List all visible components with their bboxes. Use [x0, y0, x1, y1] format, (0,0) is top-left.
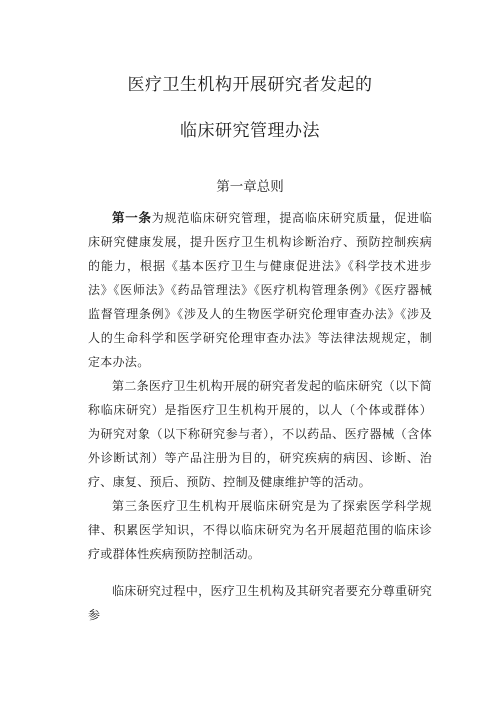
- continuation-paragraph: [88, 579, 432, 627]
- document-body: [88, 206, 432, 627]
- article-2-paragraph: [88, 374, 432, 494]
- paragraph-text: 为规范临床研究管理，提高临床研究质量，促进临床研究健康发展，提升医疗卫生机构诊断治疗、预防控制疾病的能力，根据《基本医疗卫生与健康促进法》《科学技术进步法》《医师法》《药品管理法》《医疗机构管理条例》《医疗器械监督管理条例》《涉及人的生物医学研究伦理审查办法》《涉及人的生命科学和医学研究伦理审查办法》等法律法规规定，制定本办法。: [88, 211, 432, 369]
- paragraph-text: 第三条医疗卫生机构开展临床研究是为了探索医学科学规律、积累医学知识，不得以临床研究为名开展超范围的临床诊疗或群体性疾病预防控制活动。: [88, 499, 432, 561]
- article-1-paragraph: [88, 206, 432, 374]
- chapter-heading: 第一章总则: [216, 179, 284, 195]
- article-number: 第一条: [112, 210, 152, 225]
- paragraph-text: 第二条医疗卫生机构开展的研究者发起的临床研究（以下简称临床研究）是指医疗卫生机构开展的，以人（个体或群体）为研究对象（以下称研究参与者），不以药品、医疗器械（含体外诊断试剂）等产品注册为目的，研究疾病的病因、诊断、治疗、康复、预后、预防、控制及健康维护等的活动。: [88, 379, 432, 489]
- article-3-paragraph: [88, 494, 432, 566]
- document-title-line-1: 医疗卫生机构开展研究者发起的: [127, 75, 373, 95]
- document-title-line-2: 临床研究管理办法: [180, 121, 320, 141]
- paragraph-text: 临床研究过程中，医疗卫生机构及其研究者要充分尊重研究参: [88, 584, 432, 622]
